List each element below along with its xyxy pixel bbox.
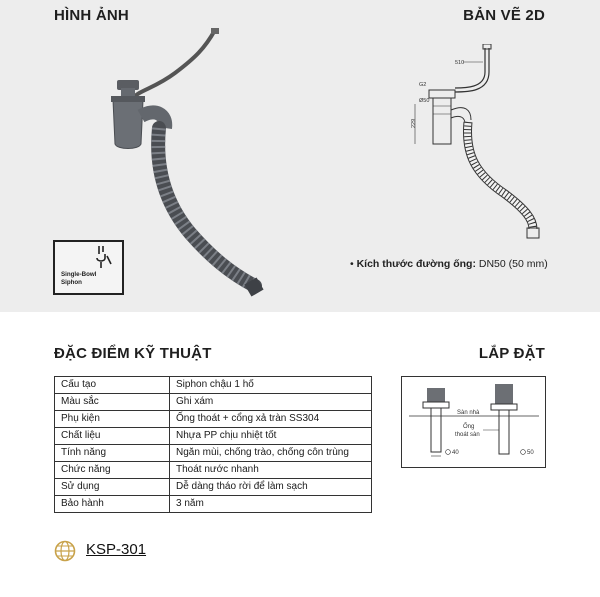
dim-d50: Ø50 (419, 98, 430, 104)
spec-key: Màu sắc (55, 394, 170, 411)
product-code-row (54, 540, 147, 562)
badge-text (61, 271, 96, 286)
spec-value: Ngăn mùi, chống trào, chống côn trùng (170, 445, 372, 462)
table-row (55, 496, 372, 513)
dim-229: 229 (411, 118, 417, 128)
dim-50: 50 (527, 450, 534, 456)
spec-value: Thoát nước nhanh (170, 462, 372, 479)
globe-icon (54, 540, 76, 562)
dim-510: 510 (455, 60, 465, 66)
badge-line-1: Single-Bowl (61, 271, 97, 278)
pipe-label-1: Ống (463, 424, 475, 430)
pipe-size-value: DN50 (50 mm) (478, 258, 548, 270)
overflow-hose (133, 30, 215, 98)
product-image (95, 28, 295, 308)
spec-key: Tính năng (55, 445, 170, 462)
spec-value: 3 năm (170, 496, 372, 513)
images-heading: HÌNH ẢNH (54, 7, 129, 24)
pipe-label-2: thoát sàn (455, 432, 480, 438)
spec-value: Siphon chậu 1 hố (170, 377, 372, 394)
table-row (55, 394, 372, 411)
dim-g2: G2 (419, 82, 427, 88)
spec-key: Sử dụng (55, 479, 170, 496)
dim-40: 40 (452, 450, 459, 456)
pipe-size-label: Kích thước đường ống: (356, 258, 476, 270)
spec-key: Bảo hành (55, 496, 170, 513)
product-code[interactable]: KSP-301 (86, 541, 147, 558)
spec-key: Phụ kiện (55, 411, 170, 428)
installation-diagram (401, 376, 546, 468)
pipe-size-note: • Kích thước đường ống: DN50 (50 mm) (350, 258, 548, 270)
specs-heading: ĐẶC ĐIỂM KỸ THUẬT (54, 345, 212, 362)
spec-value: Ống thoát + cổng xả tràn SS304 (170, 411, 372, 428)
technical-drawing (405, 44, 565, 244)
specs-table (54, 376, 372, 513)
table-row (55, 411, 372, 428)
siphon-badge (53, 240, 124, 295)
badge-line-2: Siphon (61, 278, 82, 286)
table-row (55, 479, 372, 496)
spec-key: Cấu tạo (55, 377, 170, 394)
siphon-icon (89, 244, 119, 270)
table-row (55, 428, 372, 445)
install-heading: LẮP ĐẶT (478, 345, 545, 362)
spec-value: Dễ dàng tháo rời để làm sạch (170, 479, 372, 496)
spec-value: Ghi xám (170, 394, 372, 411)
spec-value: Nhựa PP chịu nhiệt tốt (170, 428, 372, 445)
table-row (55, 462, 372, 479)
floor-label: Sàn nhà (457, 410, 480, 416)
drawing-heading: BẢN VẼ 2D (463, 7, 545, 24)
spec-key: Chức năng (55, 462, 170, 479)
table-row (55, 377, 372, 394)
trap-body (113, 100, 143, 149)
spec-key: Chất liệu (55, 428, 170, 445)
drain-hose (158, 128, 255, 286)
table-row (55, 445, 372, 462)
